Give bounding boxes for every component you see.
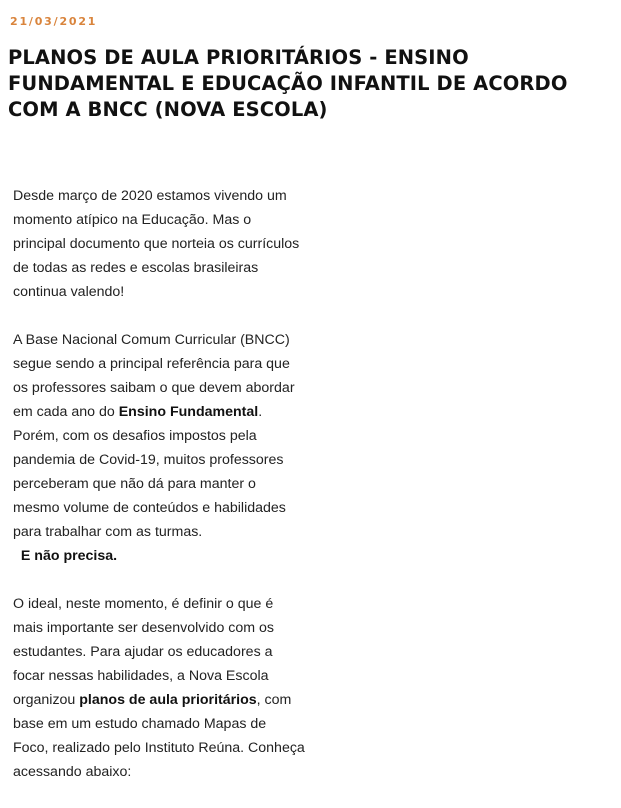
planos-prioritarios-highlight: planos de aula prioritários [79,692,257,708]
paragraph-bncc-text-start: A Base Nacional Comum Curricular (BNCC) segue sendo a principal referência para que os professores saibam o que devem abordar em cada ano do [13,332,295,420]
post-body [13,184,305,808]
paragraph-planos-text-start: O ideal, neste momento, é definir o que é mais importante ser desenvolvido com os estudantes. Para ajudar os educadores a focar nessas habilidades, a Nova Escola organizou [13,596,275,708]
ensino-fundamental-highlight: Ensino Fundamental [118,404,259,420]
e-nao-precisa-emphasis: E não precisa. [20,548,118,564]
paragraph-planos [13,592,305,784]
paragraph-bncc-text-end: . Porém, com os desafios impostos pela pandemia de Covid-19, muitos professores perceberam que não dá para manter o mesmo volume de conteúdos e habilidades para trabalhar com as turmas. [13,404,286,540]
paragraph-planos-text-end: , com base em um estudo chamado Mapas de Foco, realizado pelo Instituto Reúna. Conheça acessando abaixo: [13,692,305,780]
paragraph-bncc [13,328,305,568]
paragraph-intro: Desde março de 2020 estamos vivendo um momento atípico na Educação. Mas o principal documento que norteia os currículos de todas as redes e escolas brasileiras continua valendo! [13,188,300,300]
post-title[interactable]: PLANOS DE AULA PRIORITÁRIOS - ENSINO FUNDAMENTAL E EDUCAÇÃO INFANTIL DE ACORDO COM A BNCC (NOVA ESCOLA) [8,46,568,121]
post-date: 21/03/2021 [10,15,98,28]
